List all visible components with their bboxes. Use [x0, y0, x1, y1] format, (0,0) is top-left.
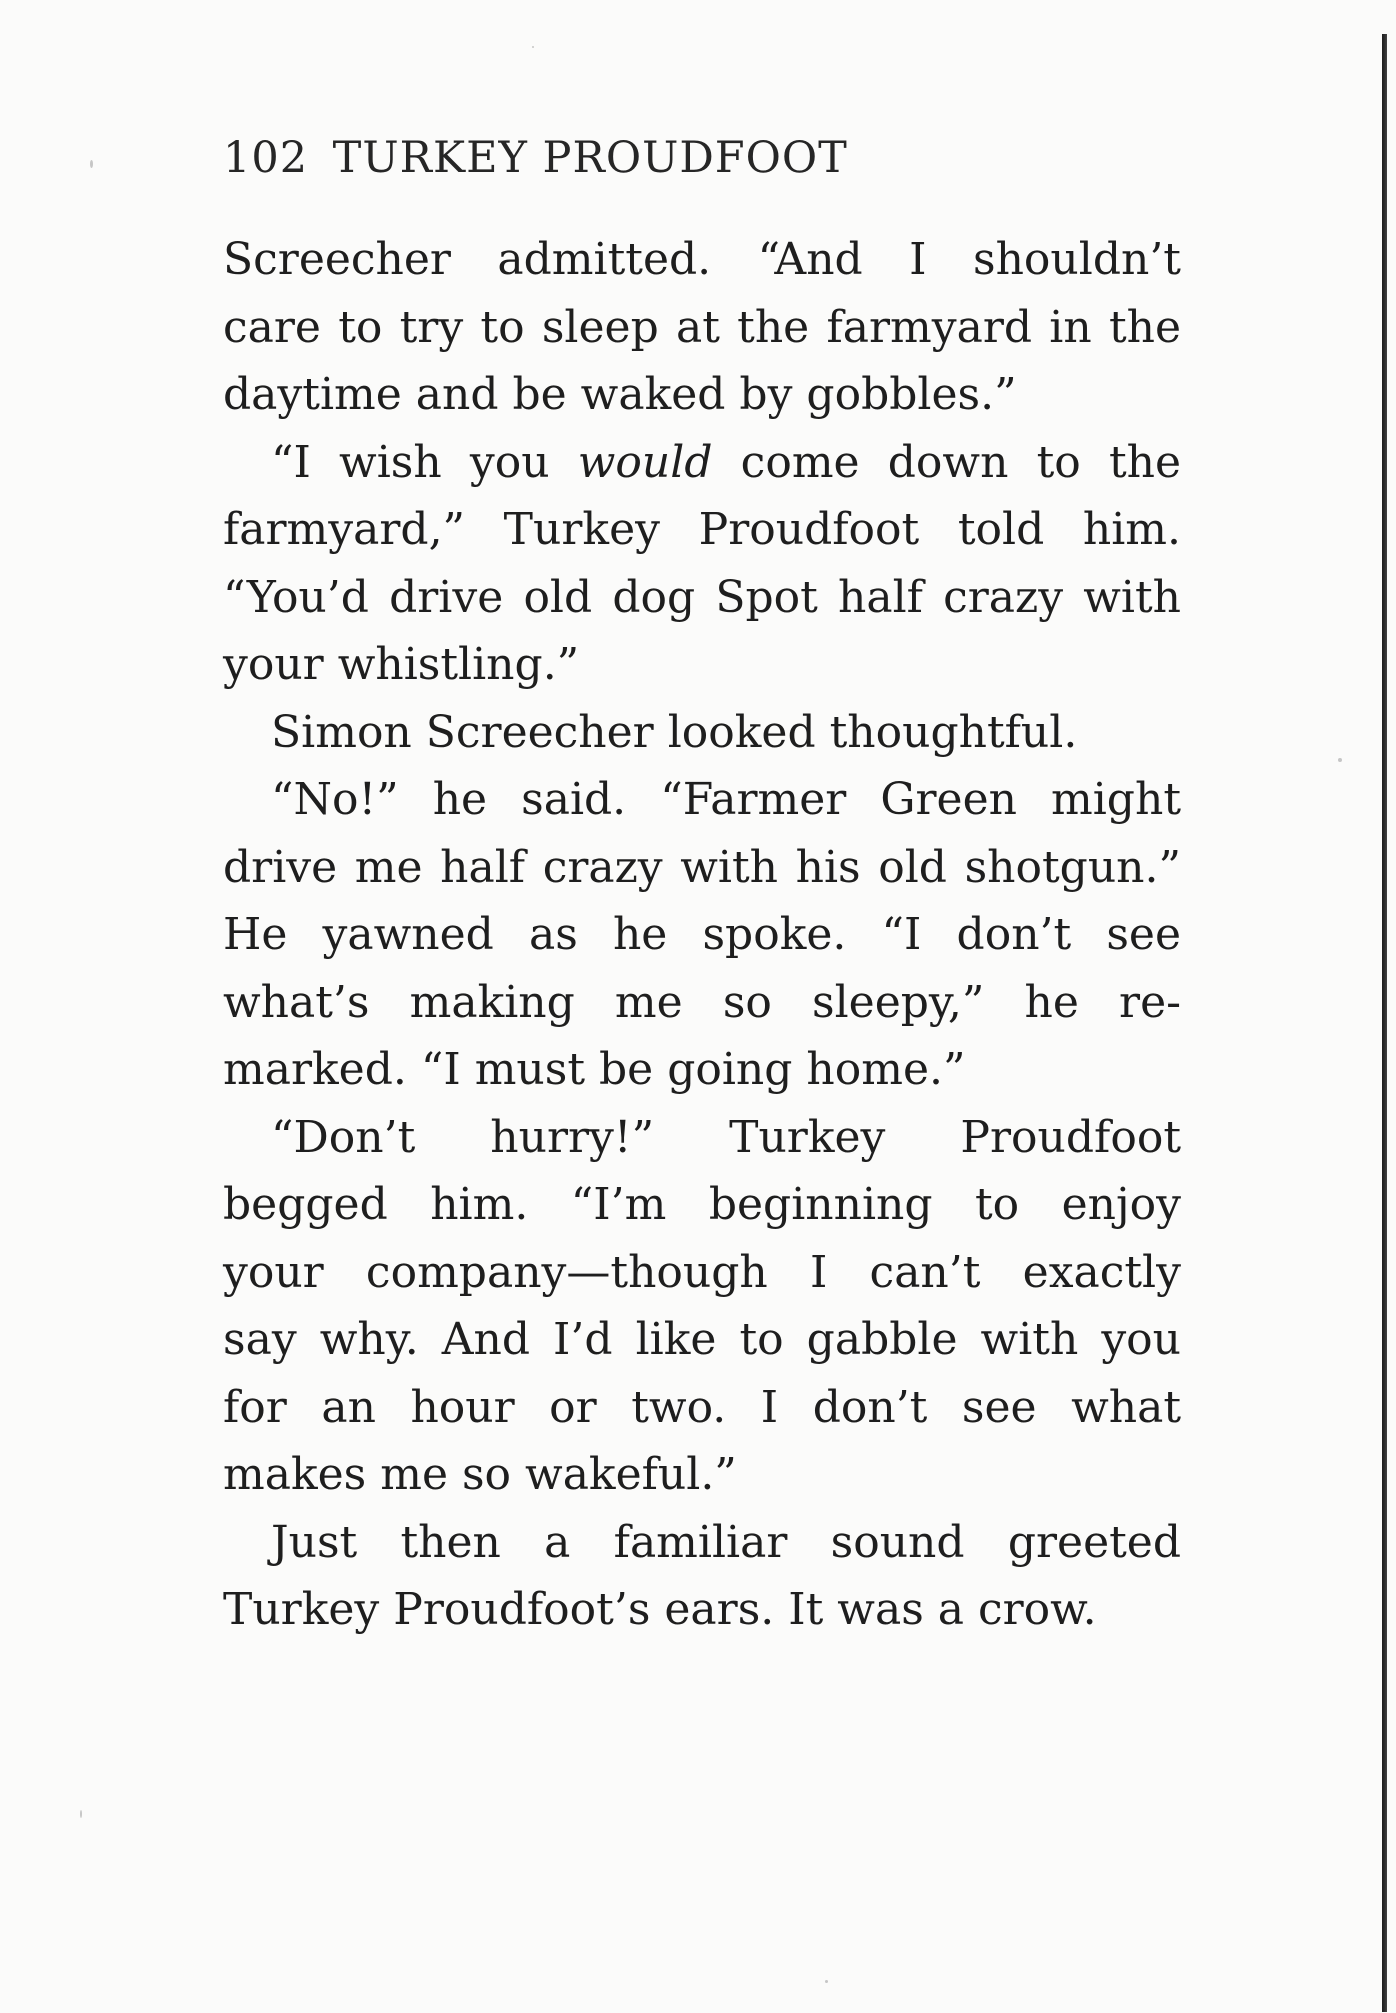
- text-line-21: Turkey Proudfoot’s ears. It was a crow.: [223, 1584, 1097, 1635]
- scan-edge-shadow: [1382, 34, 1387, 2012]
- paper-speck-3: [80, 1810, 82, 1818]
- page-header: [223, 128, 1003, 188]
- body-text: [223, 226, 1181, 1644]
- paper-speck-5: [532, 46, 534, 48]
- text-line-7: your whistling.”: [223, 639, 580, 690]
- text-line-12: what’s making me so sleepy,” he re-: [223, 976, 1181, 1028]
- text-line-5: farmyard,” Turkey Proudfoot told him.: [223, 504, 1181, 555]
- text-line-4-italic: would: [577, 436, 713, 488]
- text-line-2: care to try to sleep at the farmyard in the: [223, 301, 1181, 353]
- paper-speck-1: [90, 160, 93, 168]
- text-line-20: Just then a familiar sound greeted: [271, 1516, 1181, 1568]
- text-line-16: your company—though I can’t exactly: [223, 1246, 1181, 1298]
- text-line-14: “Don’t hurry!” Turkey Proudfoot: [271, 1111, 1181, 1163]
- page-number: 102: [223, 133, 309, 183]
- text-line-19: makes me so wakeful.”: [223, 1449, 737, 1500]
- text-line-17: say why. And I’d like to gabble with you: [223, 1314, 1181, 1365]
- paper-speck-4: [825, 1980, 828, 1983]
- running-head-title: TURKEY PROUDFOOT: [332, 133, 848, 183]
- text-line-4-after: come down to the: [712, 436, 1182, 488]
- text-line-11: He yawned as he spoke. “I don’t see: [223, 909, 1181, 960]
- text-line-13: marked. “I must be going home.”: [223, 1044, 966, 1095]
- text-line-4-before: “I wish you: [271, 436, 578, 488]
- text-line-3: daytime and be waked by gobbles.”: [223, 369, 1017, 420]
- text-line-1: Screecher admitted. “And I shouldn’t: [223, 234, 1181, 285]
- text-line-15: begged him. “I’m beginning to enjoy: [223, 1179, 1181, 1230]
- text-line-9: “No!” he said. “Farmer Green might: [271, 774, 1181, 825]
- text-line-18: for an hour or two. I don’t see what: [223, 1381, 1181, 1433]
- paper-speck-2: [1338, 758, 1342, 762]
- text-line-8: Simon Screecher looked thoughtful.: [271, 706, 1078, 758]
- text-line-4: [223, 429, 1181, 497]
- text-line-6: “You’d drive old dog Spot half crazy with: [223, 571, 1181, 623]
- text-line-10: drive me half crazy with his old shotgun.”: [223, 841, 1181, 893]
